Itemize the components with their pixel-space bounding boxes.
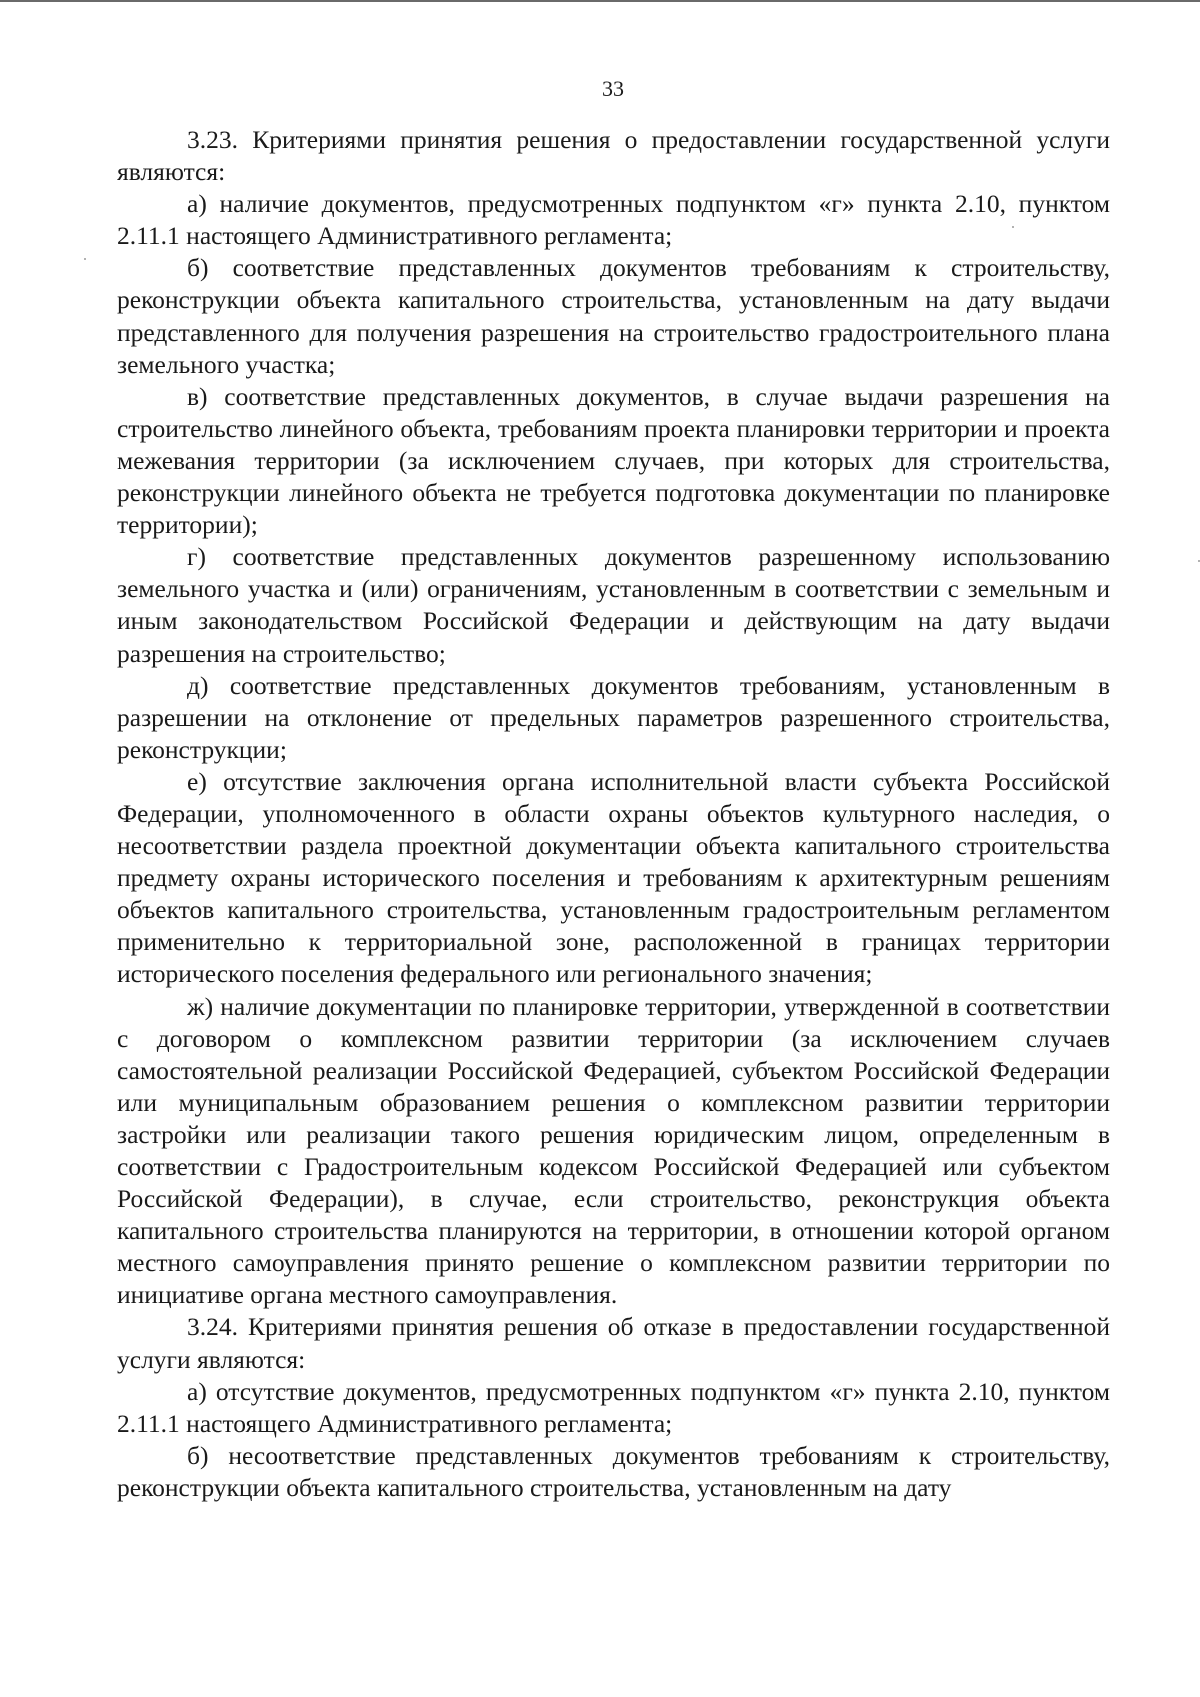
scan-speck — [84, 258, 86, 260]
scan-speck — [1012, 226, 1014, 228]
paragraph-3-24-b: б) несоответствие представленных документов требованиям к строительству, реконструкции объекта капитального строительства, установленным на дату — [117, 1440, 1110, 1502]
paragraph-3-23-b: б) соответствие представленных документов требованиям к строительству, реконструкции объекта капитального строительства, установленным на дату выдачи представленного для получения разрешения на строительство градостроительного плана земельного участка; — [117, 253, 1110, 379]
paragraph-3-23-e: е) отсутствие заключения органа исполнительной власти субъекта Российской Федерации, уполномоченного в области охраны объектов культурного наследия, о несоответствии раздела проектной документации объекта капитального строительства предмету охраны исторического поселения и требованиям к архитектурным решениям объектов капитального строительства, установленным градостроительным регламентом применительно к территориальной зоне, расположенной в границах территории исторического поселения федерального или регионального значения; — [117, 766, 1110, 989]
paragraph-3-23-d: д) соответствие представленных документов требованиям, установленным в разрешении на отклонение от предельных параметров разрешенного строительства, реконструкции; — [117, 670, 1110, 764]
document-body — [117, 124, 1110, 1504]
paragraph-3-23: 3.23. Критериями принятия решения о предоставлении государственной услуги являются: — [117, 125, 1110, 187]
paragraph-3-23-a: а) наличие документов, предусмотренных подпунктом «г» пункта 2.10, пунктом 2.11.1 настоящего Административного регламента; — [117, 189, 1110, 251]
paragraph-3-23-v: в) соответствие представленных документов, в случае выдачи разрешения на строительство линейного объекта, требованиям проекта планировки территории и проекта межевания территории (за исключением случаев, при которых для строительства, реконструкции линейного объекта не требуется подготовка документации по планировке территории); — [117, 381, 1110, 540]
paragraph-3-23-zh: ж) наличие документации по планировке территории, утвержденной в соответствии с договором о комплексном развитии территории (за исключением случаев самостоятельной реализации Российской Федерацией, субъектом Российской Федерации или муниципальным образованием решения о комплексном развитии территории застройки или реализации такого решения юридическим лицом, определенным в соответствии с Градостроительным кодексом Российской Федерацией или субъектом Российской Федерации), в случае, если строительство, реконструкция объекта капитального строительства планируются на территории, в отношении которой органом местного самоуправления принято решение о комплексном развитии территории по инициативе органа местного самоуправления. — [117, 991, 1110, 1310]
paragraph-3-24-a: а) отсутствие документов, предусмотренных подпунктом «г» пункта 2.10, пунктом 2.11.1 настоящего Административного регламента; — [117, 1376, 1110, 1438]
scan-top-edge — [0, 0, 1200, 2]
paragraph-3-24: 3.24. Критериями принятия решения об отказе в предоставлении государственной услуги являются: — [117, 1312, 1110, 1374]
page-number: 33 — [602, 76, 624, 101]
paragraph-3-23-g: г) соответствие представленных документов разрешенному использованию земельного участка и (или) ограничениям, установленным в соответствии с земельным и иным законодательством Российской Федерации и действующим на дату выдачи разрешения на строительство; — [117, 542, 1110, 668]
